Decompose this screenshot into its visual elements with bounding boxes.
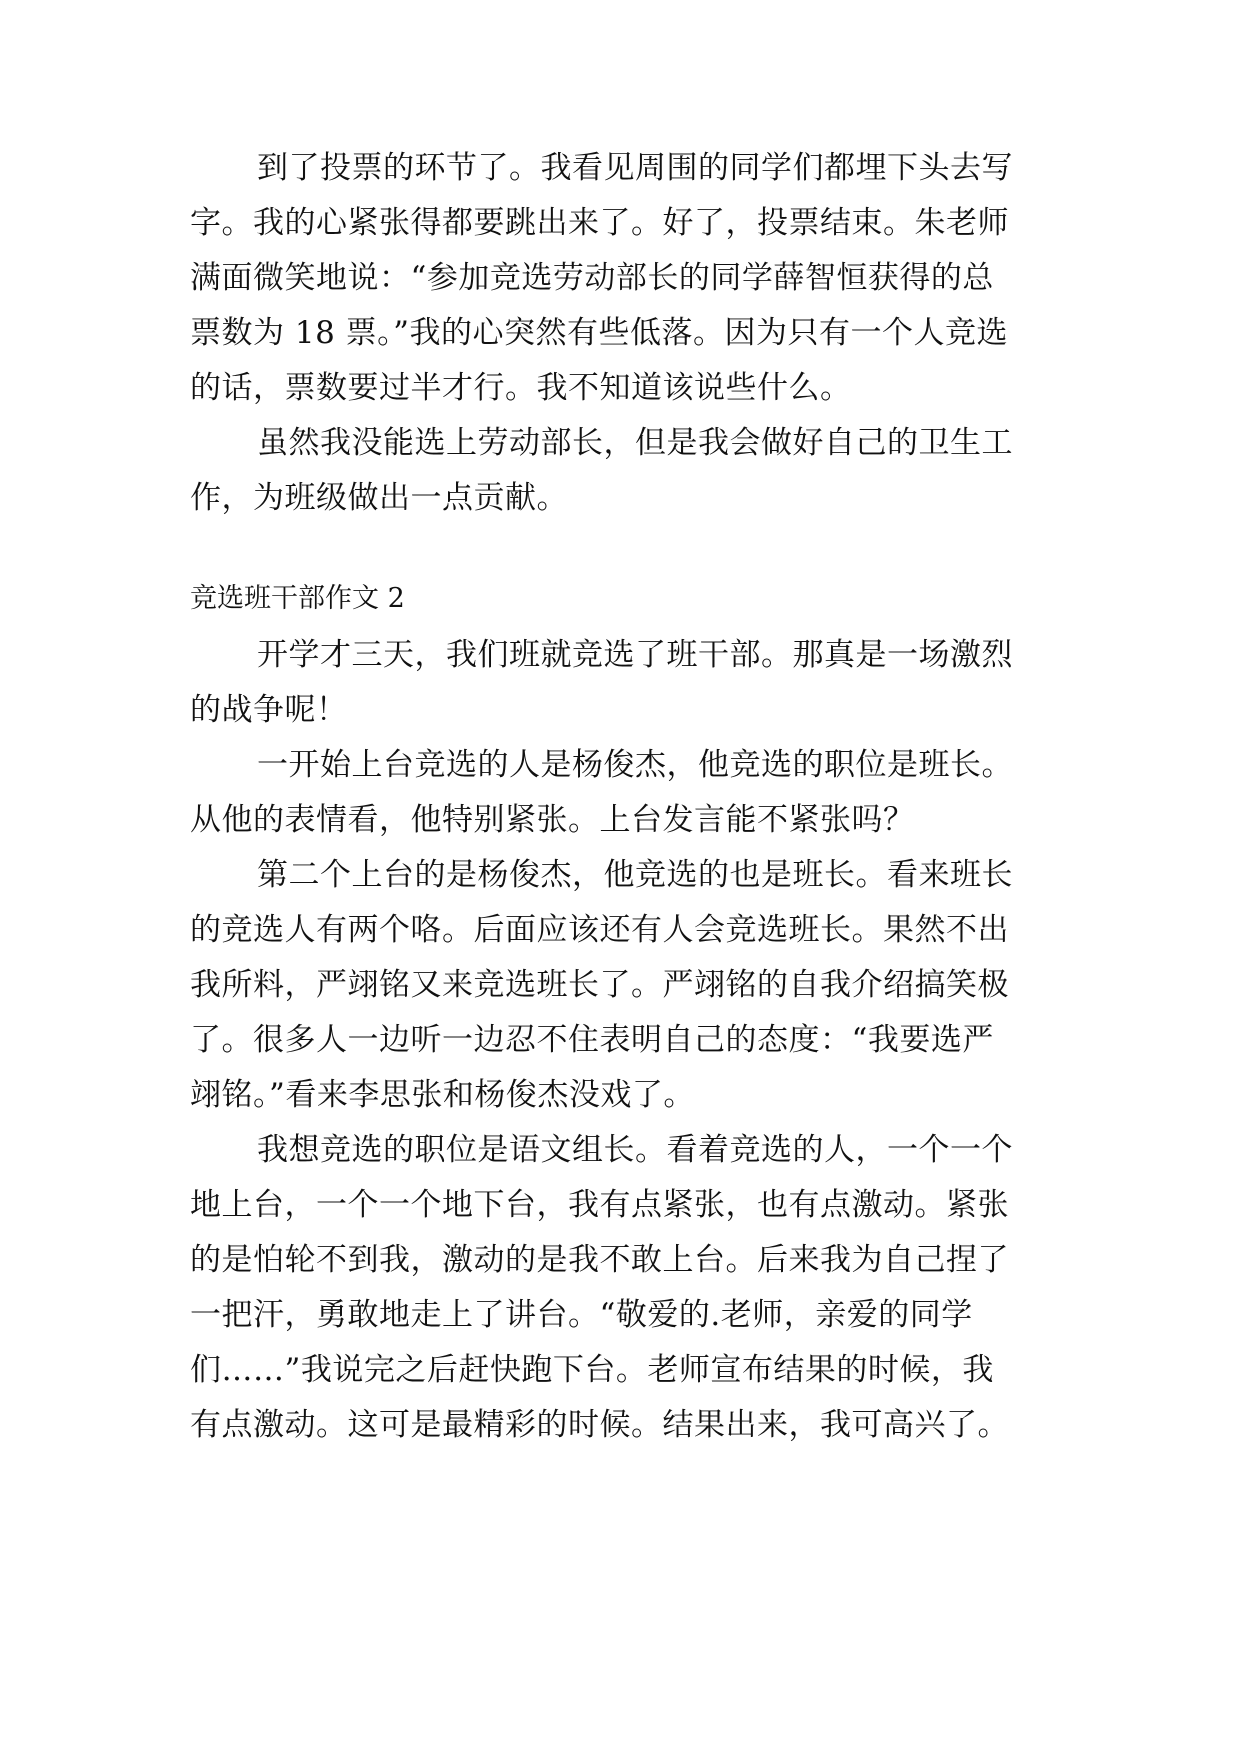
paragraph-line: 的战争呢！ [190,692,348,728]
section-title: 竞选班干部作文 2 [190,583,405,614]
paragraph-line: 第二个上台的是杨俊杰，他竞选的也是班长。看来班长 [257,857,1013,893]
paragraph-line: 有点激动。这可是最精彩的时候。结果出来，我可高兴了。 [190,1407,1009,1443]
paragraph-line: 开学才三天，我们班就竞选了班干部。那真是一场激烈 [257,637,1013,673]
paragraph-line: 到了投票的环节了。我看见周围的同学们都埋下头去写 [257,150,1013,186]
paragraph-line: 票数为 18 票。”我的心突然有些低落。因为只有一个人竞选 [190,315,1008,351]
paragraph-line: 的竞选人有两个咯。后面应该还有人会竞选班长。果然不出 [190,912,1009,948]
paragraph-line: 翊铭。”看来李思张和杨俊杰没戏了。 [190,1077,695,1113]
paragraph-line: 从他的表情看，他特别紧张。上台发言能不紧张吗？ [190,802,915,838]
paragraph-line: 了。很多人一边听一边忍不住表明自己的态度：“我要选严 [190,1022,994,1058]
paragraph-line: 的是怕轮不到我，激动的是我不敢上台。后来我为自己捏了 [190,1242,1009,1278]
paragraph-line: 一开始上台竞选的人是杨俊杰，他竞选的职位是班长。 [257,747,1013,783]
paragraph-line: 们……”我说完之后赶快跑下台。老师宣布结果的时候，我 [190,1352,994,1388]
paragraph-line: 地上台，一个一个地下台，我有点紧张，也有点激动。紧张 [190,1187,1009,1223]
paragraph-line: 我想竞选的职位是语文组长。看着竞选的人，一个一个 [257,1132,1013,1168]
paragraph-line: 虽然我没能选上劳动部长，但是我会做好自己的卫生工 [257,425,1013,461]
paragraph-line: 我所料，严翊铭又来竞选班长了。严翊铭的自我介绍搞笑极 [190,967,1009,1003]
paragraph-line: 的话，票数要过半才行。我不知道该说些什么。 [190,370,852,406]
paragraph-line: 满面微笑地说：“参加竞选劳动部长的同学薛智恒获得的总 [190,260,994,296]
paragraph-line: 一把汗，勇敢地走上了讲台。“敬爱的.老师，亲爱的同学 [190,1297,973,1333]
paragraph-line: 作，为班级做出一点贡献。 [190,480,568,516]
paragraph-line: 字。我的心紧张得都要跳出来了。好了，投票结束。朱老师 [190,205,1009,241]
